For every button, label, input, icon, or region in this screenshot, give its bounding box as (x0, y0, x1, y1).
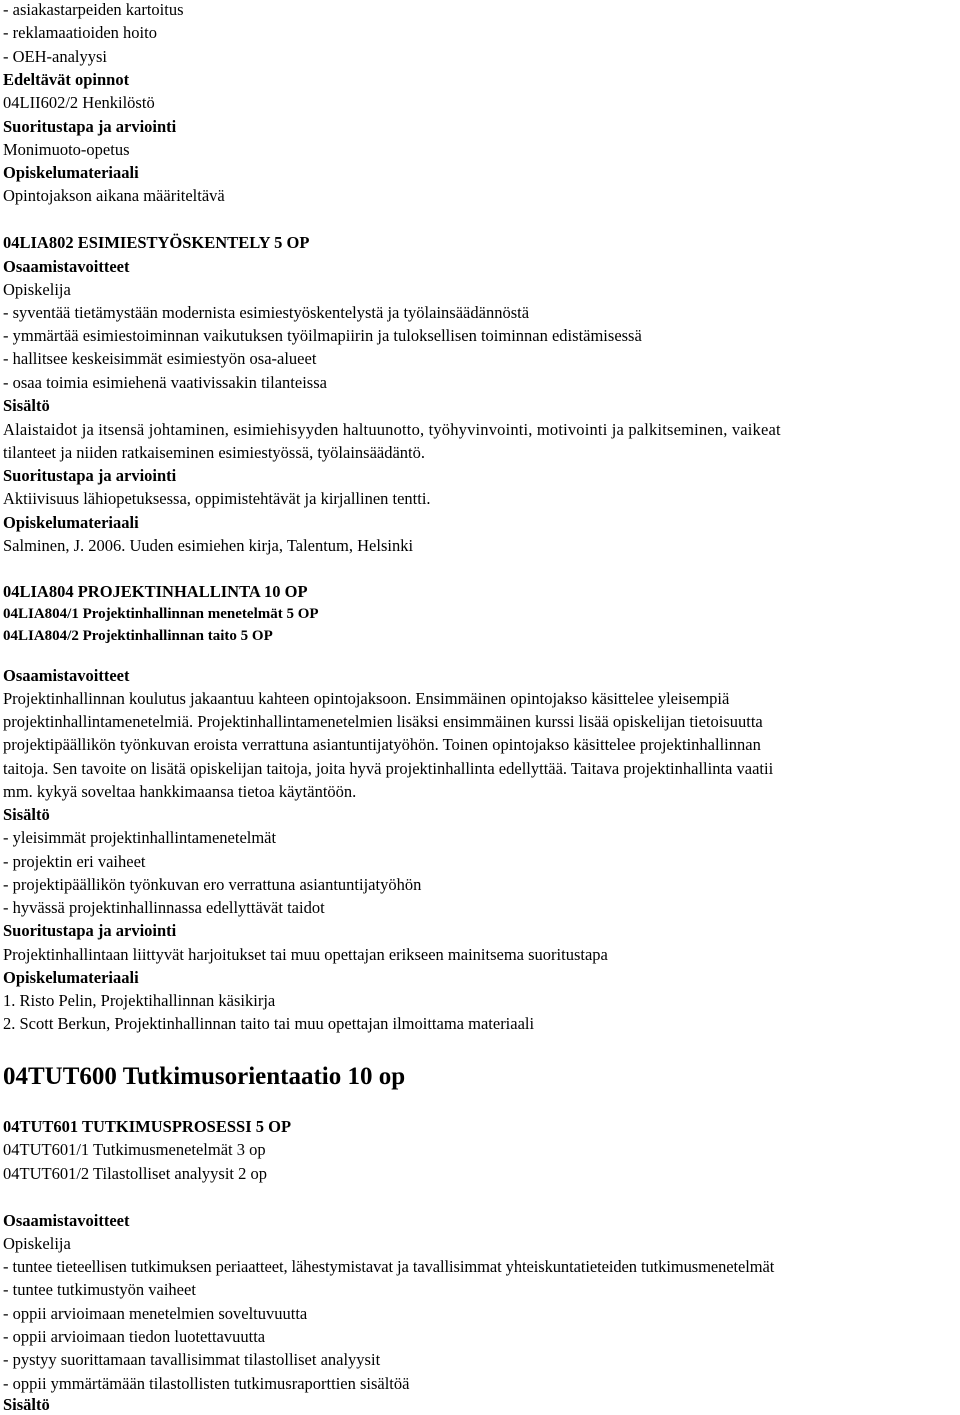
list-item: - hyvässä projektinhallinnassa edellyttävät taidot (3, 898, 325, 917)
paragraph-line: taitoja. Sen tavoite on lisätä opiskelijan taitoja, joita hyvä projektinhallinta edellyttää. Taitava projektinhallinta vaatii (3, 759, 774, 778)
section-label: Suoritustapa ja arviointi (3, 466, 177, 485)
sub-course: 04LIA804/1 Projektinhallinnan menetelmät 5 OP (3, 606, 319, 622)
section-label: Sisältö (3, 805, 50, 824)
paragraph-line: projektinhallintamenetelmiä. Projektinhallintamenetelmien lisäksi ensimmäinen kurssi lisää opiskelijan tietoisuutta (3, 712, 763, 731)
list-item: - OEH-analyysi (3, 47, 108, 66)
list-item: - oppii arvioimaan tiedon luotettavuutta (3, 1327, 266, 1346)
list-item: - oppii arvioimaan menetelmien soveltuvuutta (3, 1304, 308, 1323)
module-title: 04TUT600 Tutkimusorientaatio 10 op (3, 1063, 406, 1090)
list-item: - asiakastarpeiden kartoitus (3, 0, 184, 19)
section-label: Sisältö (3, 396, 50, 415)
list-item: - pystyy suorittamaan tavallisimmat tilastolliset analyysit (3, 1350, 381, 1369)
section-value: Opiskelija (3, 1234, 71, 1253)
section-value: Monimuoto-opetus (3, 140, 130, 159)
section-label: Opiskelumateriaali (3, 163, 139, 182)
section-label: Osaamistavoitteet (3, 1211, 130, 1230)
paragraph-line: Projektinhallinnan koulutus jakaantuu kahteen opintojaksoon. Ensimmäinen opintojakso käsittelee yleisempiä (3, 689, 730, 708)
list-item: 2. Scott Berkun, Projektinhallinnan taito tai muu opettajan ilmoittama materiaali (3, 1014, 535, 1033)
list-item: - tuntee tutkimustyön vaiheet (3, 1280, 196, 1299)
sub-course: 04TUT601/1 Tutkimusmenetelmät 3 op (3, 1140, 266, 1159)
list-item: - projektin eri vaiheet (3, 852, 146, 871)
section-label: Opiskelumateriaali (3, 513, 139, 532)
course-heading: 04LIA802 ESIMIESTYÖSKENTELY 5 OP (3, 233, 310, 252)
section-value: Projektinhallintaan liittyvät harjoitukset tai muu opettajan erikseen mainitsema suoritustapa (3, 945, 608, 964)
section-label: Edeltävät opinnot (3, 70, 130, 89)
list-item: - syventää tietämystään modernista esimiestyöskentelystä ja työlainsäädännöstä (3, 303, 530, 322)
section-label: Suoritustapa ja arviointi (3, 921, 177, 940)
list-item: - osaa toimia esimiehenä vaativissakin tilanteissa (3, 373, 327, 392)
paragraph-line: mm. kykyä soveltaa hankkimaansa tietoa käytäntöön. (3, 782, 357, 801)
paragraph-line: tilanteet ja niiden ratkaiseminen esimiestyössä, työlainsäädäntö. (3, 443, 426, 462)
course-heading: 04TUT601 TUTKIMUSPROSESSI 5 OP (3, 1117, 292, 1136)
section-label: Sisältö (3, 1395, 50, 1414)
sub-course: 04TUT601/2 Tilastolliset analyysit 2 op (3, 1164, 268, 1183)
section-value: Aktiivisuus lähiopetuksessa, oppimistehtävät ja kirjallinen tentti. (3, 489, 431, 508)
section-label: Opiskelumateriaali (3, 968, 139, 987)
list-item: - ymmärtää esimiestoiminnan vaikutuksen työilmapiirin ja tuloksellisen toiminnan edistämisessä (3, 326, 642, 345)
list-item: 1. Risto Pelin, Projektihallinnan käsikirja (3, 991, 276, 1010)
list-item: - oppii ymmärtämään tilastollisten tutkimusraporttien sisältöä (3, 1374, 410, 1393)
paragraph-line: projektipäällikön työnkuvan eroista verrattuna asiantuntijatyöhön. Toinen opintojakso käsittelee projektinhallinnan (3, 735, 761, 754)
list-item: - projektipäällikön työnkuvan ero verrattuna asiantuntijatyöhön (3, 875, 422, 894)
paragraph-line: Alaistaidot ja itsensä johtaminen, esimiehisyyden haltuunotto, työhyvinvointi, motivointi ja palkitseminen, vaikeat (3, 420, 781, 439)
section-value: Salminen, J. 2006. Uuden esimiehen kirja, Talentum, Helsinki (3, 536, 414, 555)
list-item: - tuntee tieteellisen tutkimuksen periaatteet, lähestymistavat ja tavallisimmat yhteiskuntatieteiden tutkimusmenetelmät (3, 1257, 775, 1276)
course-heading: 04LIA804 PROJEKTINHALLINTA 10 OP (3, 582, 308, 601)
section-value: Opiskelija (3, 280, 71, 299)
list-item: - yleisimmät projektinhallintamenetelmät (3, 828, 277, 847)
section-label: Osaamistavoitteet (3, 257, 130, 276)
sub-course: 04LIA804/2 Projektinhallinnan taito 5 OP (3, 628, 273, 644)
list-item: - hallitsee keskeisimmät esimiestyön osa-alueet (3, 349, 317, 368)
section-value: Opintojakson aikana määriteltävä (3, 186, 225, 205)
section-label: Suoritustapa ja arviointi (3, 117, 177, 136)
list-item: - reklamaatioiden hoito (3, 23, 157, 42)
section-label: Osaamistavoitteet (3, 666, 130, 685)
section-value: 04LII602/2 Henkilöstö (3, 93, 155, 112)
